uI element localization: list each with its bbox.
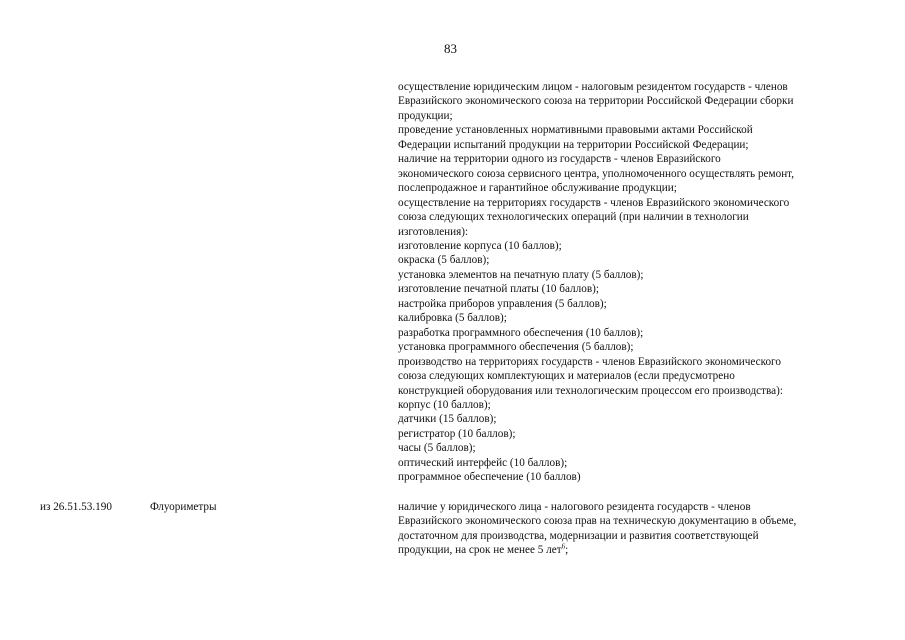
text-line: корпус (10 баллов); [398, 398, 491, 411]
text-line: установка элементов на печатную плату (5 баллов); [398, 268, 644, 281]
text-line: регистратор (10 баллов); [398, 427, 516, 440]
text-line: союза следующих комплектующих и материалов (если предусмотрено [398, 370, 735, 383]
page-number: 83 [444, 41, 457, 56]
text-line: союза следующих технологических операций (при наличии в технологии [398, 211, 749, 224]
text-line: калибровка (5 баллов); [398, 312, 507, 325]
text-line: настройка приборов управления (5 баллов); [398, 297, 607, 310]
text-line: программное обеспечение (10 баллов) [398, 471, 581, 484]
text-line: конструкцией оборудования или технологическим процессом его производства): [398, 384, 783, 397]
product-code: из 26.51.53.190 [40, 501, 112, 513]
product-name: Флуориметры [150, 501, 217, 513]
text-line: производство на территориях государств - членов Евразийского экономического [398, 355, 781, 368]
text-line: достаточном для производства, модернизации и развития соответствующей [398, 529, 759, 542]
text-line: часы (5 баллов); [398, 442, 476, 455]
text-line: осуществление на территориях государств - членов Евразийского экономического [398, 196, 790, 209]
text-line: осуществление юридическим лицом - налоговым резидентом государств - членов [398, 81, 788, 93]
text-line: наличие у юридического лица - налогового резидента государств - членов [398, 501, 751, 513]
text-line: изготовления): [398, 225, 469, 238]
text-line: Евразийского экономического союза прав на техническую документацию в объеме, [398, 515, 797, 528]
text-line: установка программного обеспечения (5 баллов); [398, 341, 634, 354]
text-fragment-end: ; [565, 544, 569, 557]
text-line: оптический интерфейс (10 баллов); [398, 456, 568, 469]
text-line: наличие на территории одного из государств - членов Евразийского [398, 153, 721, 166]
footnote-marker: 6 [561, 542, 566, 551]
text-line: проведение установленных нормативными правовыми актами Российской [398, 124, 753, 137]
text-line: окраска (5 баллов); [398, 254, 490, 267]
text-line: Евразийского экономического союза на территории Российской Федерации сборки [398, 95, 794, 108]
text-line: Федерации испытаний продукции на территории Российской Федерации; [398, 138, 749, 151]
text-line-last [398, 543, 878, 557]
text-line: экономического союза сервисного центра, уполномоченного осуществлять ремонт, [398, 167, 795, 180]
text-line: разработка программного обеспечения (10 баллов); [398, 326, 644, 339]
text-line: датчики (15 баллов); [398, 413, 497, 426]
text-line: послепродажное и гарантийное обслуживание продукции; [398, 182, 677, 195]
requirements-block [398, 80, 878, 485]
requirements-block-fluorimeters [398, 500, 878, 558]
text-line: изготовление корпуса (10 баллов); [398, 239, 562, 252]
text-line: изготовление печатной платы (10 баллов); [398, 283, 599, 296]
text-line: продукции; [398, 109, 453, 122]
text-fragment: продукции, на срок не менее 5 лет [398, 544, 562, 557]
